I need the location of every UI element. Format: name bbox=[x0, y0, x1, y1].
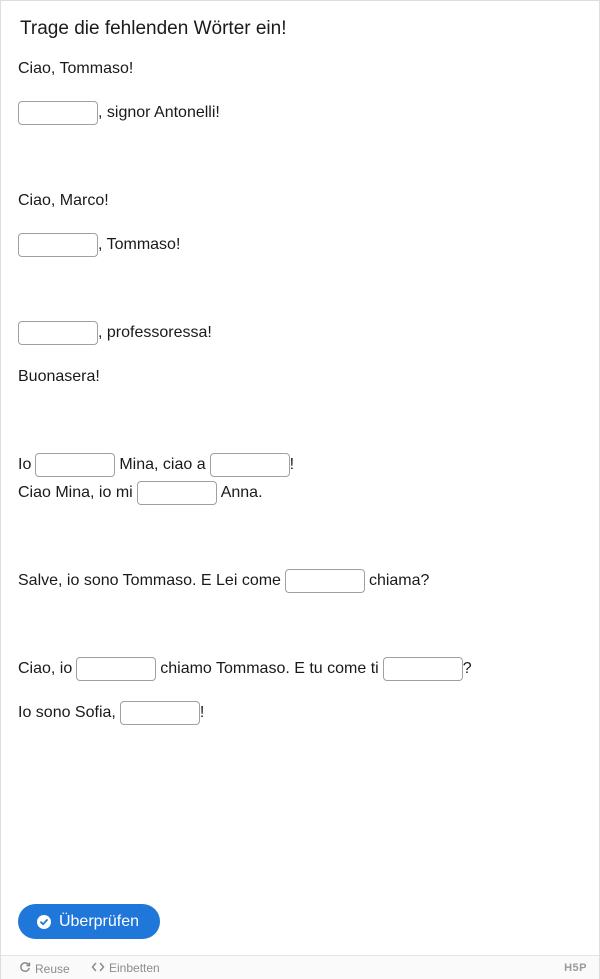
sentence-text: Io sono Sofia, bbox=[18, 704, 116, 721]
sentence-line bbox=[18, 568, 429, 594]
sentence-line bbox=[18, 700, 204, 726]
sentence-line bbox=[18, 320, 212, 346]
refresh-icon bbox=[19, 961, 31, 976]
sentence-line bbox=[18, 100, 220, 126]
sentence-text: ? bbox=[462, 660, 472, 677]
sentence-line bbox=[18, 56, 133, 82]
sentence-line bbox=[18, 364, 100, 390]
sentence-text: ! bbox=[199, 704, 205, 721]
task-title: Trage die fehlenden Wörter ein! bbox=[20, 18, 287, 39]
sentence-text: Buonasera! bbox=[18, 368, 100, 385]
sentence-line bbox=[18, 480, 263, 506]
sentence-text: Ciao, Marco! bbox=[18, 192, 109, 209]
blank-input[interactable] bbox=[383, 657, 463, 681]
reuse-label: Reuse bbox=[35, 961, 70, 976]
embed-label: Einbetten bbox=[109, 961, 160, 975]
sentence-text: Ciao, io bbox=[18, 660, 73, 677]
sentence-line bbox=[18, 452, 294, 478]
blank-input[interactable] bbox=[18, 101, 98, 125]
blank-input[interactable] bbox=[18, 233, 98, 257]
sentence-text: Io bbox=[18, 456, 32, 473]
blank-input[interactable] bbox=[18, 321, 98, 345]
blank-input[interactable] bbox=[285, 569, 365, 593]
sentence-text: ! bbox=[289, 456, 295, 473]
blank-input[interactable] bbox=[120, 701, 200, 725]
sentence-text: chiama? bbox=[368, 572, 430, 589]
check-circle-icon bbox=[37, 915, 51, 929]
sentence-text: , signor Antonelli! bbox=[98, 104, 220, 121]
blank-input[interactable] bbox=[137, 481, 217, 505]
blank-input[interactable] bbox=[210, 453, 290, 477]
check-button-label: Überprüfen bbox=[58, 912, 140, 930]
h5p-logo[interactable]: H5P bbox=[564, 962, 587, 974]
check-button[interactable] bbox=[18, 904, 160, 939]
sentence-line bbox=[18, 656, 472, 682]
embed-button[interactable] bbox=[91, 961, 160, 975]
sentence-text: Anna. bbox=[220, 484, 263, 501]
reuse-button[interactable] bbox=[19, 961, 70, 976]
blank-input[interactable] bbox=[35, 453, 115, 477]
h5p-footer bbox=[1, 955, 599, 979]
sentence-text: , Tommaso! bbox=[98, 236, 181, 253]
sentence-text: Mina, ciao a bbox=[119, 456, 206, 473]
code-icon bbox=[91, 961, 105, 975]
blank-input[interactable] bbox=[76, 657, 156, 681]
sentence-text: Ciao Mina, io mi bbox=[18, 484, 133, 501]
sentence-line bbox=[18, 232, 180, 258]
sentence-text: Ciao, Tommaso! bbox=[18, 60, 134, 77]
sentence-line bbox=[18, 188, 109, 214]
sentence-text: , professoressa! bbox=[98, 324, 212, 341]
sentence-text: Salve, io sono Tommaso. E Lei come bbox=[18, 572, 281, 589]
sentence-text: chiamo Tommaso. E tu come ti bbox=[160, 660, 379, 677]
